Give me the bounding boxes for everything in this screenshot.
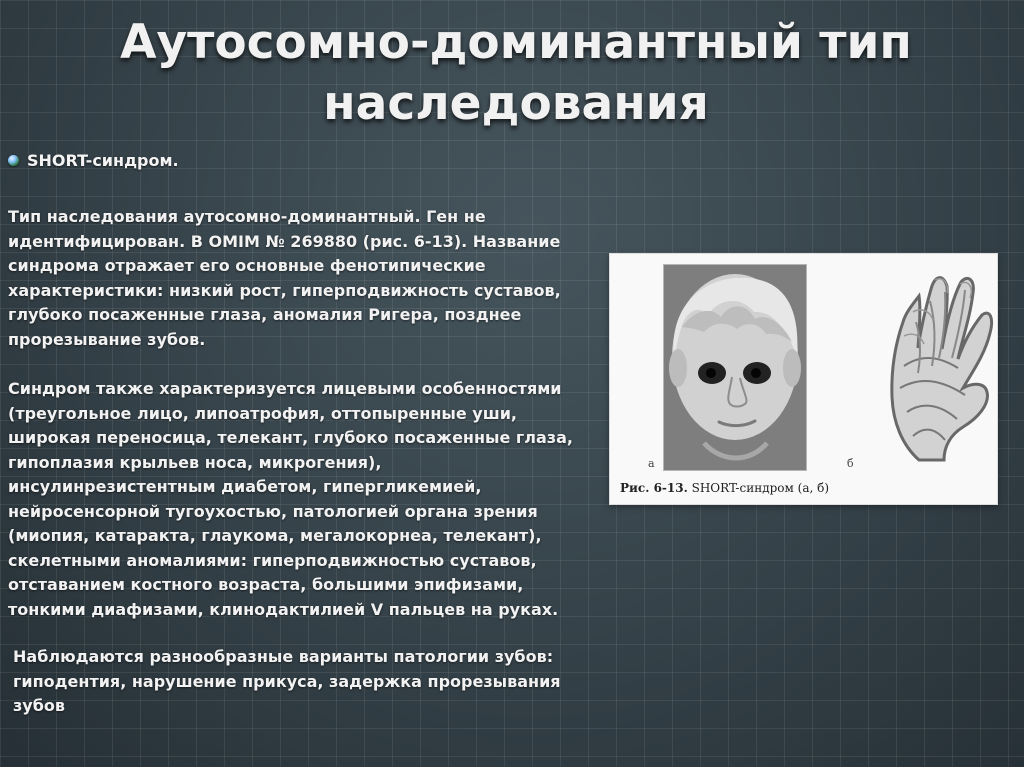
slide-title: Аутосомно-доминантный тип наследования [120, 15, 912, 132]
teeth-paragraph: Наблюдаются разнообразные варианты патологии зубов: гиподентия, нарушение прикуса, задержка прорезывания зубов [13, 647, 561, 715]
features-paragraph: Синдром также характеризуется лицевыми особенностями (треугольное лицо, липоатрофия, оттопыренные уши, широкая переносица, телекант, глубоко посаженные глаза, гипоплазия крыльев носа, микрогения), инсулинрезистентным диабетом, гипергликемией, нейросенсорной тугоухостью, патологией органа зрения (миопия, катаракта, глаукома, мегалокорнеа, телекант), скелетными аномалиями: гиперподвижностью суставов, отставанием костного возраста, большими эпифизами, тонкими диафизами, клинодактилией V пальцев на руках. [8, 379, 573, 619]
syndrome-bullet [8, 151, 179, 170]
figure-caption [620, 481, 829, 495]
child-face-photo [663, 264, 807, 471]
figure-caption-prefix: Рис. 6-13. [620, 481, 688, 495]
child-face-illustration [664, 265, 806, 470]
globe-bullet-icon [8, 155, 19, 166]
syndrome-figure [609, 253, 998, 505]
figure-caption-text: SHORT-синдром (а, б) [687, 481, 830, 495]
hand-print-icon [882, 262, 994, 467]
inheritance-paragraph: Тип наследования аутосомно-доминантный. Ген не идентифицирован. В OMIM № 269880 (рис. 6-13). Название синдрома отражает его основные фенотипические характеристики: низкий рост, гиперподвижность суставов, глубоко посаженные глаза, аномалия Ригера, позднее прорезывание зубов. [8, 207, 561, 349]
syndrome-heading: SHORT-синдром. [27, 151, 179, 170]
figure-label-b: б [847, 457, 854, 470]
figure-label-a: а [648, 457, 655, 470]
